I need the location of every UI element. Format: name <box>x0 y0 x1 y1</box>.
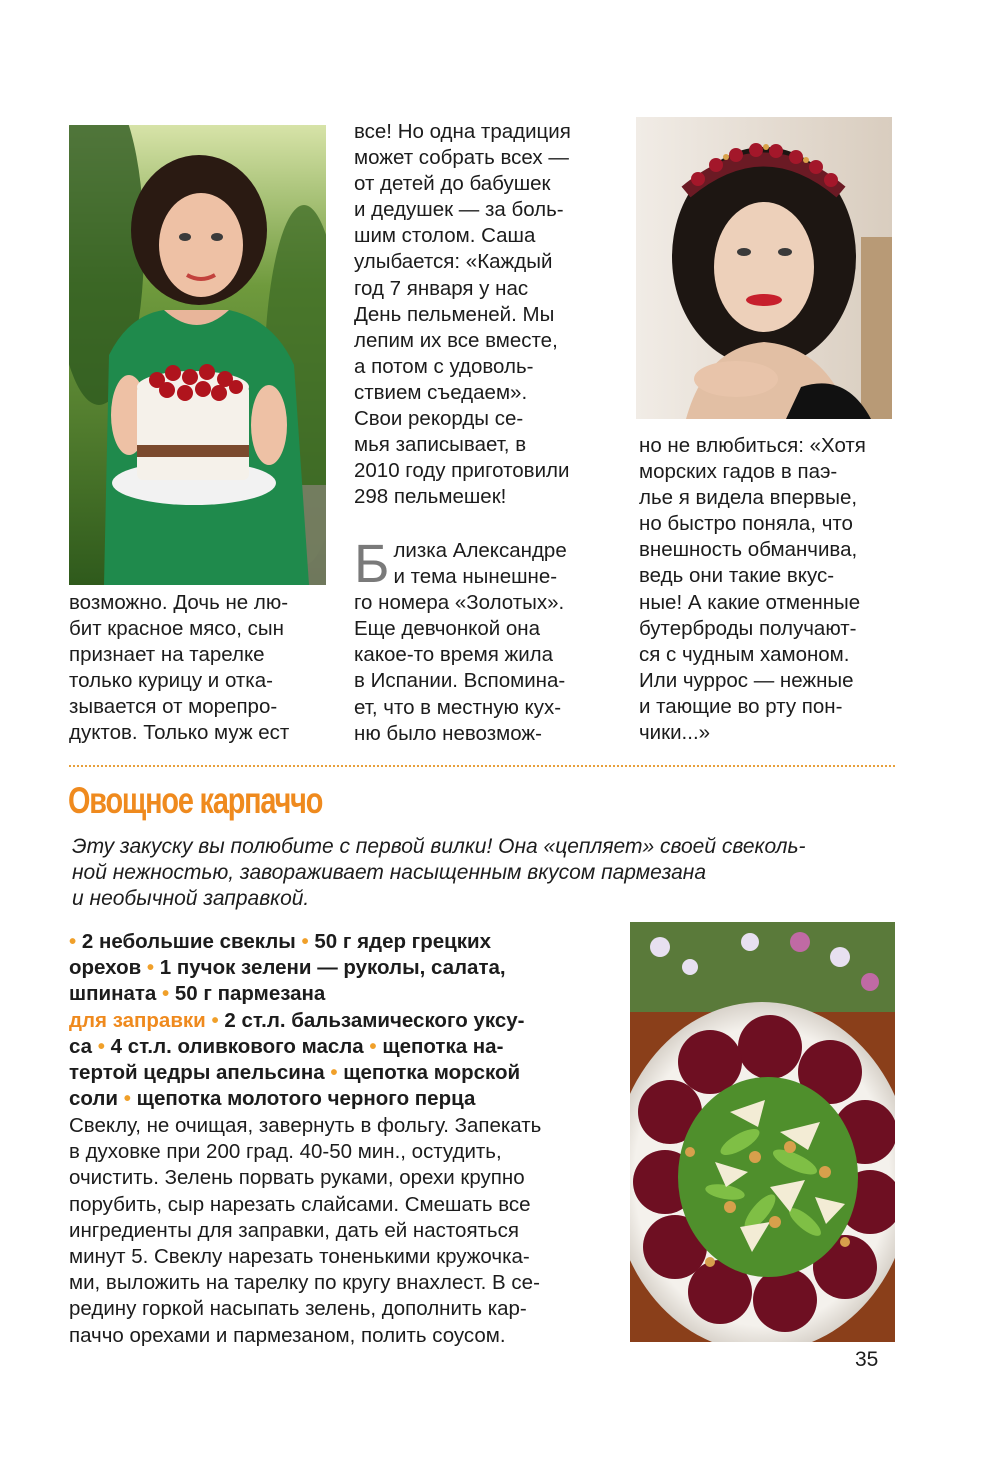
page-number: 35 <box>855 1348 879 1371</box>
text-line: День пельменей. Мы <box>354 302 555 326</box>
photo-carpaccio-dish <box>630 922 895 1342</box>
bullet-icon: • <box>211 1008 219 1032</box>
bullet-icon: • <box>146 956 155 980</box>
text-line: возможно. Дочь не лю- <box>69 591 289 614</box>
text-line: может собрать всех — <box>354 146 569 170</box>
text-line: все! Но одна традиция <box>354 120 571 143</box>
lead-line: Эту закуску вы полюбите с первой вилки! Она «цепляет» своей свеколь- <box>72 835 806 858</box>
section-divider <box>69 765 895 767</box>
recipe-title: Овощное карпаччо <box>68 780 323 821</box>
text-line: внешность обманчива, <box>639 538 858 562</box>
method-line: порубить, сыр нарезать слайсами. Смешать все <box>69 1192 531 1216</box>
method-line: паччо орехами и пармезаном, полить соусом. <box>69 1323 506 1347</box>
ingredients-line <box>69 929 614 955</box>
recipe-lead <box>72 834 902 912</box>
lead-line: ной нежностью, завораживает насыщенным вкусом пармезана <box>72 861 707 884</box>
method-line: ингредиенты для заправки, дать ей настояться <box>69 1218 519 1242</box>
text-line: 2010 году приготовили <box>354 459 570 483</box>
ingredients-line <box>69 1086 614 1112</box>
ingredients-line <box>69 955 614 981</box>
bullet-icon: • <box>301 930 309 953</box>
column-2-text <box>354 119 619 510</box>
ingredient: 2 ст.л. бальзамического уксу- <box>224 1008 525 1032</box>
ingredients-line <box>69 981 614 1007</box>
bullet-icon: • <box>330 1061 338 1085</box>
text-line: морских гадов в паэ- <box>639 460 838 484</box>
text-line: бутерброды получают- <box>639 616 857 640</box>
ingredient: 50 г пармезана <box>174 982 326 1006</box>
ingredient: 1 пучок зелени — руколы, салата, <box>159 956 506 980</box>
text-line: го номера «Золотых». <box>354 591 565 615</box>
ingredient: соли <box>69 1087 119 1111</box>
text-line: лизка Александре <box>393 539 567 562</box>
method-line: в духовке при 200 град. 40-50 мин., остудить, <box>69 1140 502 1164</box>
bullet-icon: • <box>69 930 77 953</box>
text-line: ведь они такие вкус- <box>639 564 835 588</box>
text-line: но не влюбиться: «Хотя <box>639 434 866 457</box>
photo-woman-with-cake <box>69 125 326 585</box>
text-line: только курицу и отка- <box>69 669 273 693</box>
text-line: ню было невозмож- <box>354 721 542 745</box>
text-line: 298 пельмешек! <box>354 485 507 509</box>
text-line: Еще девчонкой она <box>354 617 541 641</box>
text-line: улыбается: «Каждый <box>354 250 553 274</box>
ingredient: щепотка на- <box>382 1034 504 1058</box>
text-line: мья записывает, в <box>354 433 527 457</box>
method-line: очистить. Зелень порвать руками, орехи крупно <box>69 1166 525 1190</box>
method-line: минут 5. Свеклу нарезать тоненькими кружочка- <box>69 1245 530 1269</box>
text-line: лепим их все вместе, <box>354 328 558 352</box>
ingredient: 50 г ядер грецких <box>314 930 492 953</box>
text-line: от детей до бабушек <box>354 172 551 196</box>
method-line: ми, выложить на тарелку по кругу внахлест. В се- <box>69 1271 540 1295</box>
column-3-text <box>639 433 901 746</box>
ingredient: щепотка морской <box>343 1061 521 1085</box>
column-2-paragraph-2 <box>354 534 619 747</box>
text-line: лье я видела впервые, <box>639 486 858 510</box>
ingredients-line <box>69 1008 614 1034</box>
lead-line: и необычной заправкой. <box>72 887 310 910</box>
text-line: и дедушек — за боль- <box>354 198 564 222</box>
ingredient: са <box>69 1034 93 1058</box>
column-1-text <box>69 590 331 747</box>
bullet-icon: • <box>369 1034 377 1058</box>
ingredient: орехов <box>69 956 142 980</box>
text-line: шим столом. Саша <box>354 224 536 248</box>
bullet-icon: • <box>162 982 170 1006</box>
ingredients-line <box>69 1060 614 1086</box>
ingredient: 4 ст.л. оливкового масла <box>110 1034 364 1058</box>
ingredient: 2 небольшие свеклы <box>81 930 296 953</box>
text-line: ет, что в местную кух- <box>354 695 562 719</box>
photo-woman-portrait-image <box>636 117 892 419</box>
text-line: Свои рекорды се- <box>354 407 524 431</box>
dressing-label: для заправки <box>69 1008 206 1032</box>
text-line: ные! А какие отменные <box>639 590 861 614</box>
bullet-icon: • <box>97 1034 105 1058</box>
text-line: Или чуррос — нежные <box>639 668 854 692</box>
text-line: но быстро поняла, что <box>639 512 853 536</box>
text-line: зывается от морепро- <box>69 695 278 719</box>
text-line: ствием съедаем». <box>354 380 528 404</box>
text-line: и тающие во рту пон- <box>639 694 843 718</box>
text-line: признает на тарелке <box>69 643 265 667</box>
text-line: чики...» <box>639 721 711 745</box>
ingredients-line <box>69 1034 614 1060</box>
drop-cap: Б <box>354 534 390 594</box>
method-line: редину горкой насыпать зелень, дополнить кар- <box>69 1297 527 1321</box>
photo-woman-with-cake-image <box>69 125 326 585</box>
text-line: а потом с удоволь- <box>354 354 534 378</box>
text-line: и тема нынешне- <box>393 565 558 589</box>
text-line: дуктов. Только муж ест <box>69 721 290 745</box>
recipe-method <box>69 1113 614 1349</box>
ingredient: тертой цедры апельсина <box>69 1061 325 1085</box>
ingredient: щепотка молотого черного перца <box>136 1087 476 1111</box>
ingredients-list <box>69 929 614 1112</box>
text-line: год 7 января у нас <box>354 276 529 300</box>
text-line: ся с чудным хамоном. <box>639 642 850 666</box>
text-line: какое-то время жила <box>354 643 554 667</box>
ingredient: шпината <box>69 982 157 1006</box>
bullet-icon: • <box>123 1087 131 1111</box>
photo-woman-portrait <box>636 117 892 419</box>
method-line: Свеклу, не очищая, завернуть в фольгу. Запекать <box>69 1114 542 1137</box>
text-line: бит красное мясо, сын <box>69 617 284 641</box>
photo-carpaccio-dish-image <box>630 922 895 1342</box>
text-line: в Испании. Вспомина- <box>354 669 566 693</box>
